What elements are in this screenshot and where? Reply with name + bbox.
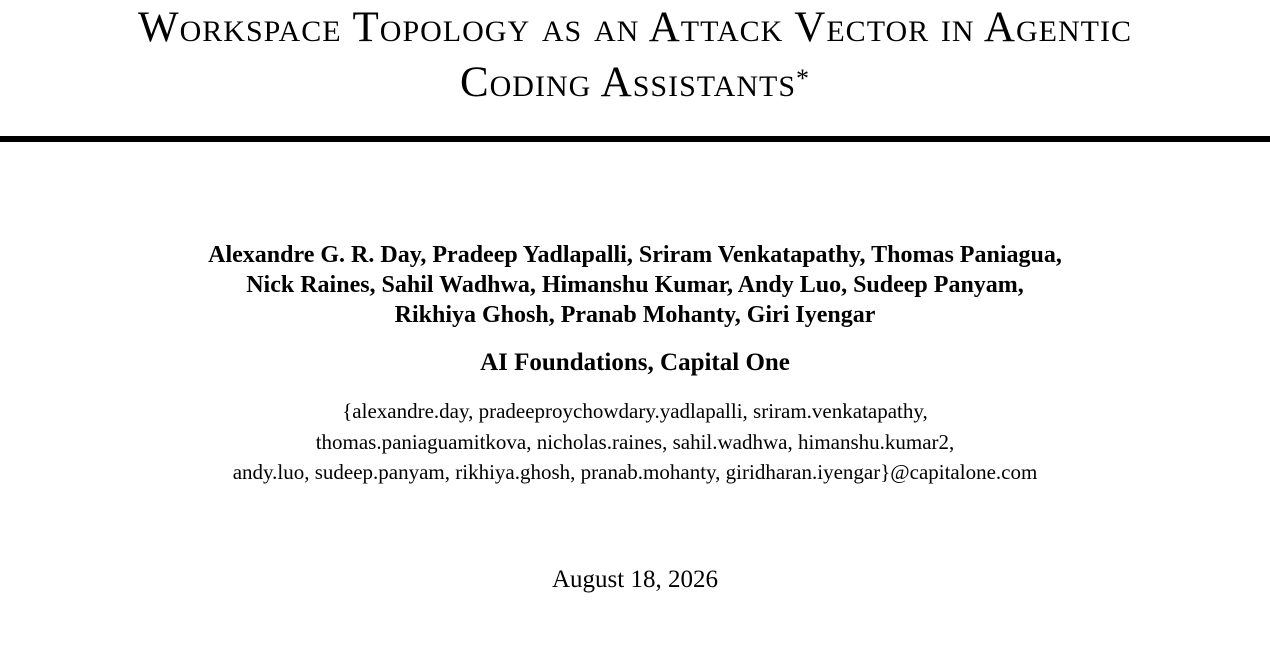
email-line-3: andy.luo, sudeep.panyam, rikhiya.ghosh, pranab.mohanty, giridharan.iyengar}@capitalone.com	[232, 460, 1038, 484]
title-footnote-mark[interactable]: *	[796, 64, 811, 93]
title-block	[0, 0, 1270, 110]
publication-date: August 18, 2026	[552, 566, 718, 593]
author-list	[0, 240, 1270, 330]
author-emails	[0, 396, 1270, 488]
email-line-2: thomas.paniaguamitkova, nicholas.raines, sahil.wadhwa, himanshu.kumar2,	[315, 429, 955, 454]
affiliation: AI Foundations, Capital One	[480, 349, 790, 376]
paper-title	[0, 0, 1270, 110]
author-line-2: Nick Raines, Sahil Wadhwa, Himanshu Kumar, Andy Luo, Sudeep Panyam,	[246, 272, 1024, 298]
paper-title-line-1: Workspace Topology as an Attack Vector in Agentic	[138, 4, 1132, 51]
email-line-1: {alexandre.day, pradeeproychowdary.yadlapalli, sriram.venkatapathy,	[342, 399, 928, 423]
author-line-1: Alexandre G. R. Day, Pradeep Yadlapalli, Sriram Venkatapathy, Thomas Paniagua,	[208, 242, 1062, 268]
paper-title-line-2-text: Coding Assistants	[459, 59, 797, 106]
title-rule	[0, 136, 1270, 142]
paper-title-line-2	[0, 55, 1270, 110]
author-line-3: Rikhiya Ghosh, Pranab Mohanty, Giri Iyengar	[394, 302, 876, 328]
